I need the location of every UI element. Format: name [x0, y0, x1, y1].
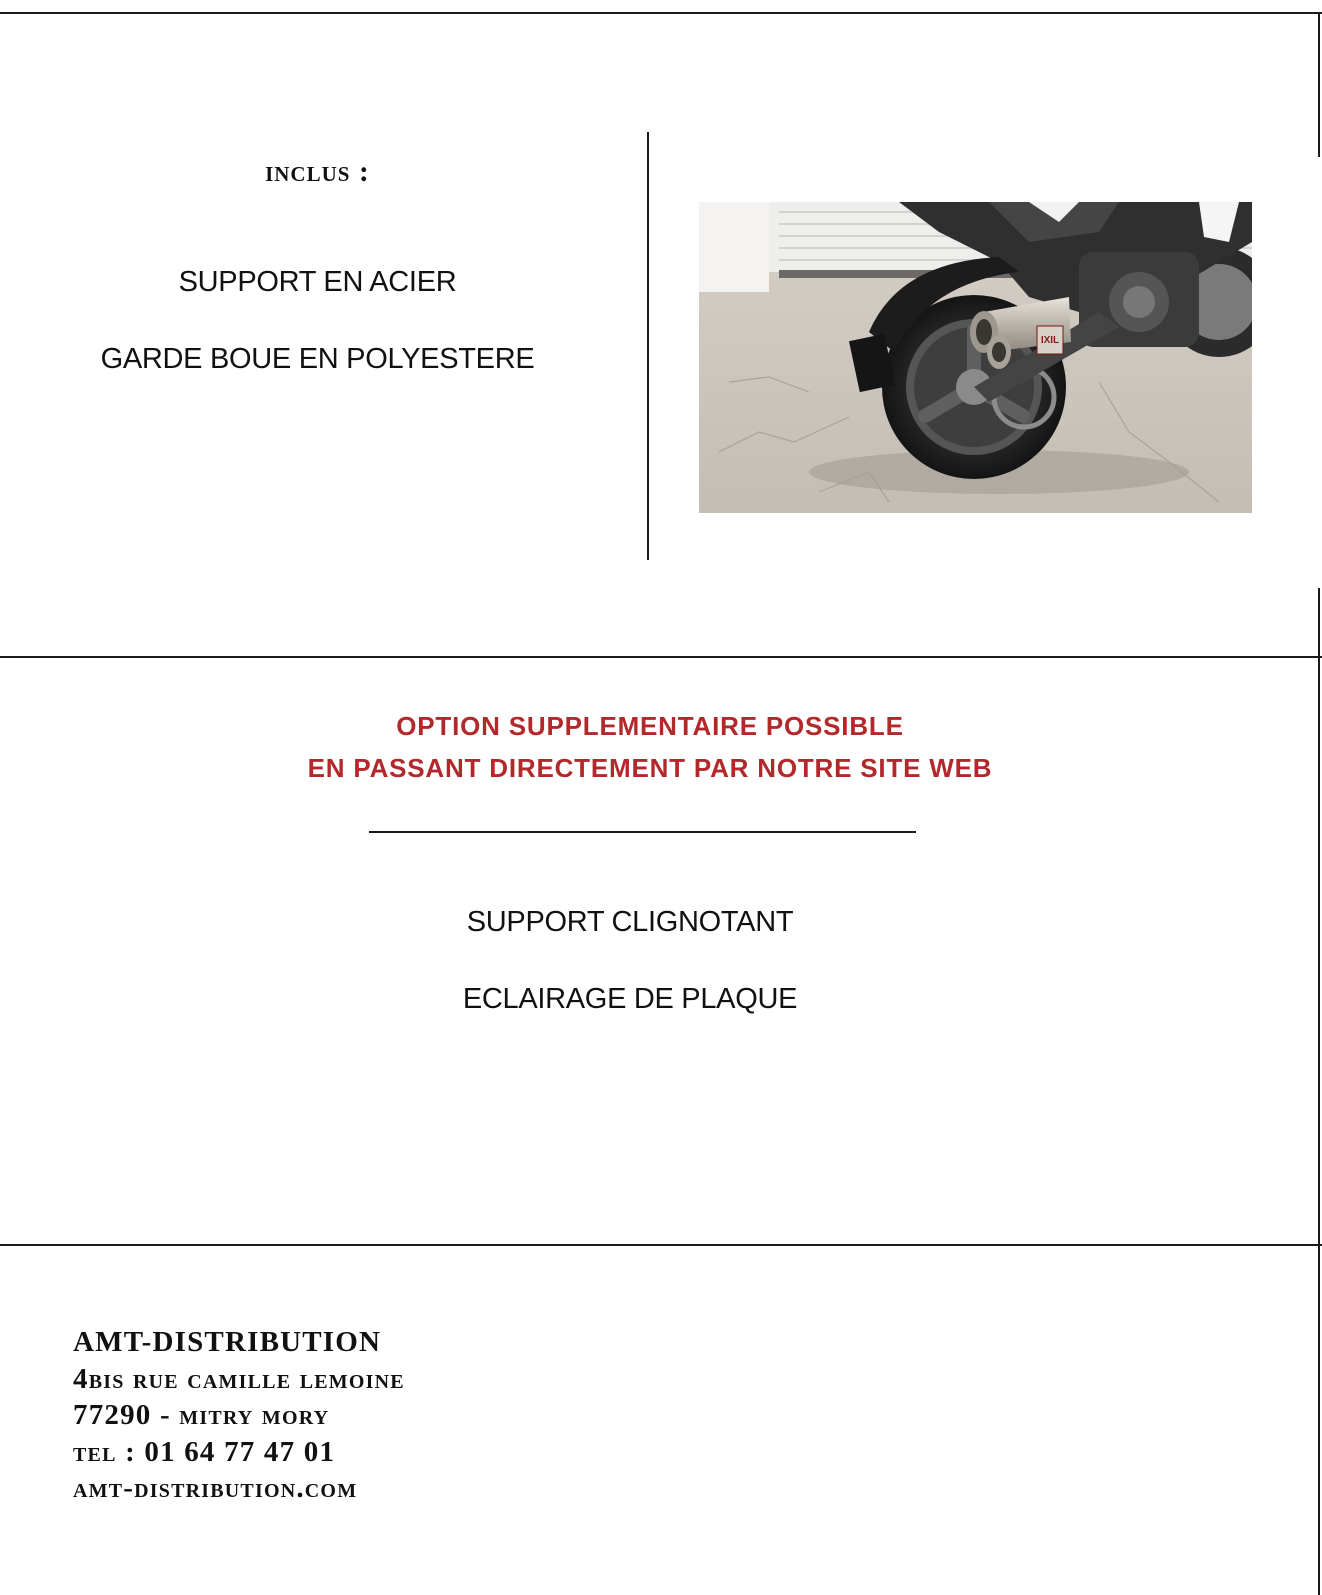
company-name: AMT-DISTRIBUTION	[73, 1326, 382, 1358]
section-divider-line-1	[0, 656, 1322, 658]
product-photo	[699, 202, 1252, 513]
city-address: 77290 - mitry mory	[73, 1399, 330, 1431]
option-title-line-1: OPTION SUPPLEMENTAIRE POSSIBLE	[396, 711, 904, 741]
included-title: inclus :	[265, 155, 370, 188]
top-border-line	[0, 12, 1322, 14]
exhaust-brand-label: IXIL	[1040, 335, 1060, 346]
option-underline	[369, 831, 916, 833]
right-border-line-top	[1318, 12, 1320, 157]
phone-number: tel : 01 64 77 47 01	[73, 1435, 336, 1468]
street-address: 4bis rue camille lemoine	[73, 1362, 405, 1395]
included-item-mudguard: GARDE BOUE EN POLYESTERE	[100, 343, 535, 375]
option-item-plate-lighting: ECLAIRAGE DE PLAQUE	[462, 983, 798, 1015]
section-divider-line-2	[0, 1244, 1322, 1246]
contact-block	[73, 1324, 405, 1507]
right-border-line-middle	[1318, 588, 1320, 1595]
option-item-indicator-support: SUPPORT CLIGNOTANT	[466, 906, 794, 938]
website-link[interactable]: amt-distribution.com	[73, 1472, 358, 1504]
option-title-line-2: EN PASSANT DIRECTEMENT PAR NOTRE SITE WEB	[307, 753, 993, 783]
included-item-steel-support: SUPPORT EN ACIER	[178, 266, 457, 298]
column-divider-line	[647, 132, 649, 560]
